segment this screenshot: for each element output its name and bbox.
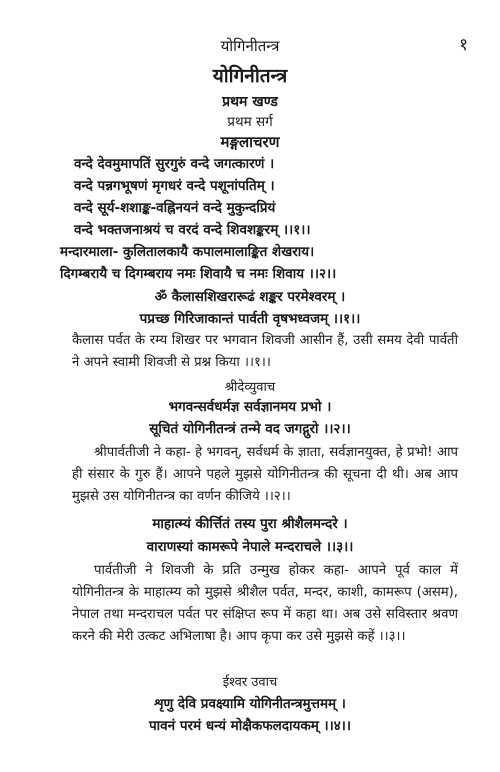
verse-line: शृणु देवि प्रवक्ष्यामि योगिनीतन्त्रमुत्तमम् । bbox=[154, 696, 346, 712]
page-number: १ bbox=[459, 35, 468, 55]
verse-line: दिगम्बरायै च दिगम्बराय नमः शिवायै च नमः शिवाय ।।२।। bbox=[60, 266, 337, 282]
invocation-heading: मङ्गलाचरण bbox=[220, 133, 280, 151]
speaker-heading: ईश्वर उवाच bbox=[222, 675, 278, 690]
verse-line: वन्दे देवमुमापतिं सुरगुरुं वन्दे जगत्कारणं । bbox=[74, 156, 275, 172]
verse-line: सूचितं योगिनीतन्त्रं तन्मे वद जगद्गुरो ।।२।। bbox=[149, 421, 351, 437]
running-title: योगिनीतन्त्र bbox=[220, 37, 280, 55]
verse-line: वाराणस्यां कामरूपे नेपाले मन्दराचले ।।३।। bbox=[146, 539, 354, 555]
verse-line: मन्दारमाला- कुलितालकायै कपालमालाङ्कित शेखराय। bbox=[60, 244, 315, 260]
part-heading: प्रथम खण्ड bbox=[222, 94, 278, 110]
chapter-heading: प्रथम सर्ग bbox=[227, 114, 273, 130]
book-title: योगिनीतन्त्र bbox=[212, 65, 288, 87]
prose-paragraph: पार्वतीजी ने शिवजी के प्रति उन्मुख होकर कहा- आपने पूर्व काल में योगिनीतन्त्र के माहात्म्य को मुझसे श्रीशैल पर्वत, मन्दर, काशी, कामरूप (असम), नेपाल तथा मन्दराचल पर्वत पर संक्षिप्त रूप में कहा था। अब उसे सविस्तार श्रवण करने की मेरी उत्कट अभिलाषा है। आप कृपा कर उसे मुझसे कहें ।।३।। bbox=[72, 563, 458, 644]
verse-line: माहात्म्यं कीर्त्तितं तस्य पुरा श्रीशैलमन्दरे । bbox=[152, 516, 348, 532]
verse-line: वन्दे पन्नगभूषणं मृगधरं वन्दे पशूनांपतिम् । bbox=[74, 178, 275, 194]
verse-line: पावनं परमं धन्यं मोक्षैकफलदायकम् ।।४।। bbox=[149, 718, 351, 734]
verse-line: पप्रच्छ गिरिजाकान्तं पार्वती वृषभध्वजम् ।।१।। bbox=[139, 311, 361, 327]
verse-line: वन्दे भक्तजनाश्रयं च वरदं वन्दे शिवशङ्करम् ।।१।। bbox=[74, 222, 311, 238]
verse-line: भगवन्सर्वधर्मज्ञ सर्वज्ञानमय प्रभो । bbox=[168, 399, 332, 415]
prose-paragraph: कैलास पर्वत के रम्य शिखर पर भगवान शिवजी आसीन हैं, उसी समय देवी पार्वती ने अपने स्वामी शिवजी से प्रश्न किया ।।१।। bbox=[72, 333, 458, 370]
verse-line: वन्दे सूर्य-शशाङ्क-वह्निनयनं वन्दे मुकुन्दप्रियं bbox=[74, 200, 276, 216]
verse-line: ॐ कैलासशिखरारूढं शङ्कर परमेश्वरम् । bbox=[154, 289, 346, 305]
prose-paragraph: श्रीपार्वतीजी ने कहा- हे भगवन्, सर्वधर्म के ज्ञाता, सर्वज्ञानयुक्त, हे प्रभो! आप ही संसार के गुरु हैं। आपने पहले मुझसे योगिनीतन्त्र की सूचना दी थी। अब आप मुझसे उस योगिनीतन्त्र का वर्णन कीजिये ।।२।। bbox=[72, 445, 458, 504]
speaker-heading: श्रीदेव्युवाच bbox=[224, 380, 276, 395]
